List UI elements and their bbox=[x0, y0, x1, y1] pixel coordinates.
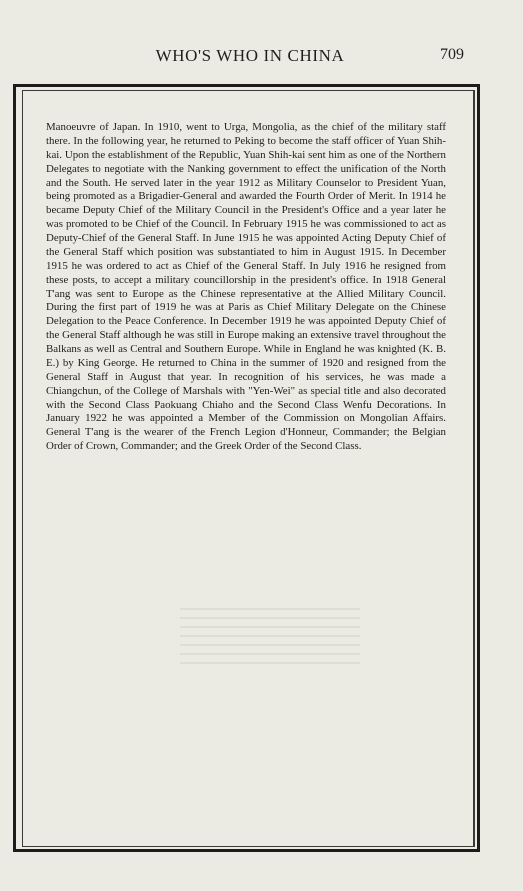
biography-paragraph: Manoeuvre of Japan. In 1910, went to Urga, Mongolia, as the chief of the military staff there. In the following year, he returned to Peking to become the staff officer of Yuan Shih-kai. Upon the establishment of the Republic, Yuan Shih-kai sent him as one of the Northern Delegates to negotiate with the Nanking government to effect the unification of the North and the South. He served later in the year 1912 as Military Counselor to President Yuan, being promoted as a Brigadier-General and awarded the Fourth Order of Merit. In 1914 he became Deputy Chief of the Military Council in the President's Office and a year later he was promoted to be Chief of the Council. In February 1915 he was commissioned to act as Deputy-Chief of the General Staff. In June 1915 he was appointed Acting Deputy Chief of the General Staff which position was substantiated to him in August 1915. In December 1915 he was ordered to act as Chief of the General Staff. In July 1916 he resigned from these posts, to accept a military councillorship in the president's office. In 1918 General T'ang was sent to Europe as the Chinese representative at the Allied Military Council. During the first part of 1919 he was at Paris as Chief Military Delegate on the Chinese Delegation to the Peace Conference. In December 1919 he was appointed Deputy Chief of the General Staff although he was still in Europe making an extensive travel throughout the Balkans as well as Central and Southern Europe. While in England he was knighted (K. B. E.) by King George. He returned to China in the summer of 1920 and resigned from the General Staff in August that year. In recognition of his services, he was made a Chiangchun, of the College of Marshals with "Yen-Wei" as special title and also decorated with the Second Class Paokuang Chiaho and the Second Class Wenfu Decorations. In January 1922 he was appointed a Member of the Commission on Mongolian Affairs. General T'ang is the wearer of the French Legion d'Honneur, Commander; the Belgian Order of Crown, Commander; and the Greek Order of the Second Class. bbox=[46, 121, 446, 453]
running-title: WHO'S WHO IN CHINA bbox=[155, 46, 345, 65]
running-head bbox=[0, 46, 523, 70]
show-through-ink bbox=[180, 608, 360, 668]
page-number: 709 bbox=[440, 46, 464, 63]
